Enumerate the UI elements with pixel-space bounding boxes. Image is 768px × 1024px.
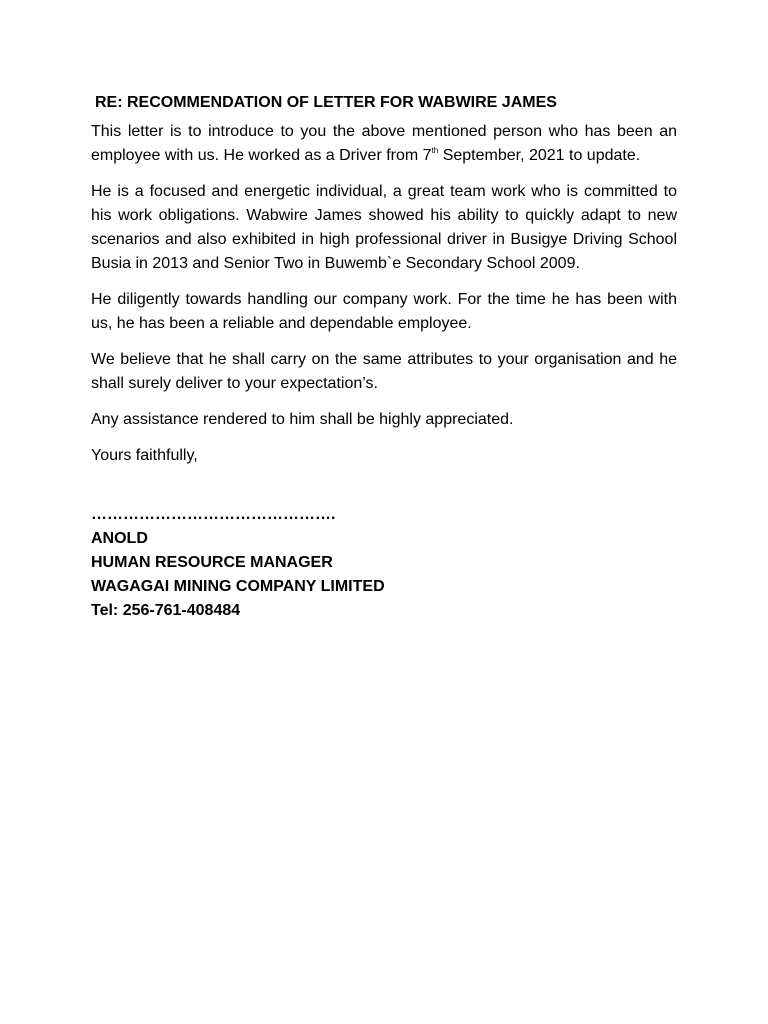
paragraph-introduction-end: September, 2021 to update. — [438, 147, 641, 164]
paragraph-assistance: Any assistance rendered to him shall be highly appreciated. — [91, 411, 514, 428]
company-name: WAGAGAI MINING COMPANY LIMITED — [91, 578, 385, 595]
paragraph-introduction-start: This letter is to introduce to you the above mentioned person who has been an employee with us. He worked as a Driver from 7 — [91, 123, 677, 164]
signature-dotted-line: ………………………………………. — [91, 506, 336, 523]
signatory-name: ANOLD — [91, 530, 148, 547]
telephone-number: Tel: 256-761-408484 — [91, 602, 241, 619]
closing-salutation: Yours faithfully, — [91, 447, 198, 464]
paragraph-qualities: He is a focused and energetic individual, a great team work who is committed to his work obligations. Wabwire James showed his ability to quickly adapt to new scenarios and also exhibited in high professional driver in Busigye Driving School Busia in 2013 and Senior Two in Buwemb`e Secondary School 2009. — [91, 183, 677, 272]
ordinal-suffix: th — [431, 146, 439, 155]
letter-body — [91, 93, 677, 623]
paragraph-introduction — [91, 120, 677, 168]
signature-block — [91, 503, 677, 623]
signatory-title: HUMAN RESOURCE MANAGER — [91, 554, 333, 571]
letter-subject: RE: RECOMMENDATION OF LETTER FOR WABWIRE JAMES — [95, 94, 557, 111]
paragraph-belief: We believe that he shall carry on the same attributes to your organisation and he shall surely deliver to your expectation’s. — [91, 351, 677, 392]
paragraph-diligence: He diligently towards handling our company work. For the time he has been with us, he has been a reliable and dependable employee. — [91, 291, 677, 332]
